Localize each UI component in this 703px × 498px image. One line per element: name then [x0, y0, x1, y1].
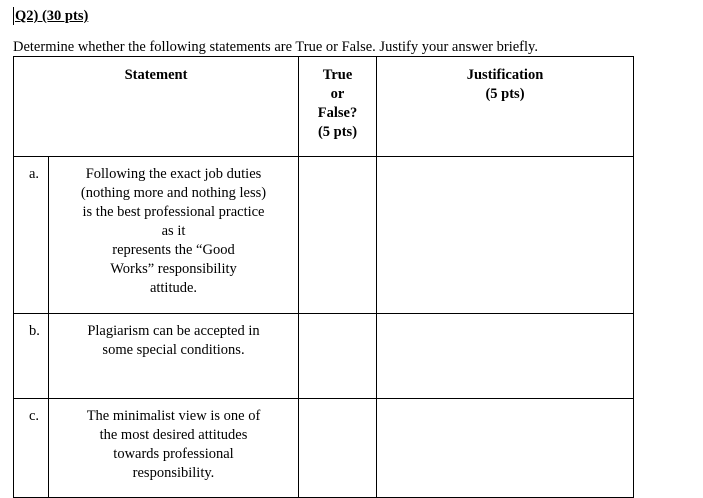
statement-cell: [49, 314, 299, 399]
justification-cell[interactable]: [377, 399, 634, 498]
statement-line: towards professional: [113, 446, 234, 462]
table-row: [14, 399, 634, 498]
justification-header-line: (5 pts): [485, 86, 525, 102]
tf-header-line: (5 pts): [317, 124, 358, 140]
statement-line: Works” responsibility: [110, 261, 237, 277]
statement-cell: [49, 157, 299, 314]
statement-header: Statement: [14, 57, 299, 157]
row-label: b.: [14, 314, 49, 399]
statement-line: as it: [161, 223, 186, 239]
justification-cell[interactable]: [377, 157, 634, 314]
statement-line: the most desired attitudes: [99, 427, 248, 443]
instructions: Determine whether the following statements are True or False. Justify your answer briefly.: [13, 39, 538, 55]
statement-line: attitude.: [149, 280, 198, 296]
statement-line: Following the exact job duties: [85, 166, 262, 182]
row-label: a.: [14, 157, 49, 314]
tf-header-line: or: [330, 86, 345, 102]
answer-cell[interactable]: [299, 399, 377, 498]
table-row: [14, 157, 634, 314]
statement-line: responsibility.: [132, 465, 215, 481]
statement-line: (nothing more and nothing less): [80, 185, 267, 201]
tf-header-line: False?: [317, 105, 358, 121]
justification-cell[interactable]: [377, 314, 634, 399]
answer-cell[interactable]: [299, 157, 377, 314]
answer-cell[interactable]: [299, 314, 377, 399]
statement-line: is the best professional practice: [82, 204, 265, 220]
statement-line: represents the “Good: [112, 242, 235, 258]
statement-cell: [49, 399, 299, 498]
table-row: [14, 314, 634, 399]
tf-header-line: True: [322, 67, 353, 83]
question-title: Q2) (30 pts): [15, 8, 89, 24]
justification-header-line: Justification: [466, 67, 544, 83]
true-false-header: [299, 57, 377, 157]
true-false-table: [13, 56, 634, 498]
row-label: c.: [14, 399, 49, 498]
header-row: [14, 57, 634, 157]
statement-line: Plagiarism can be accepted in: [87, 323, 260, 339]
justification-header: [377, 57, 634, 157]
statement-line: The minimalist view is one of: [86, 408, 261, 424]
statement-line: some special conditions.: [102, 342, 245, 358]
